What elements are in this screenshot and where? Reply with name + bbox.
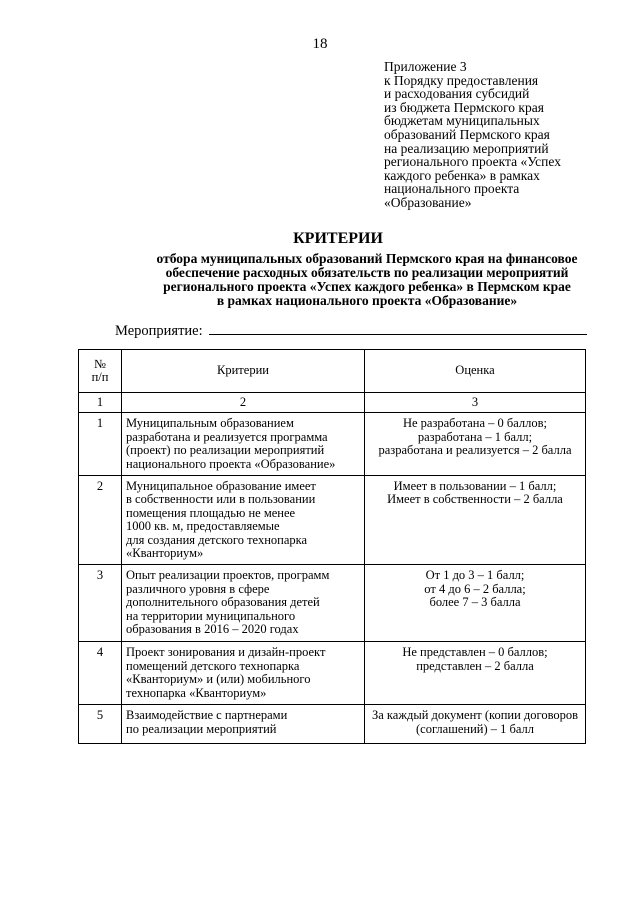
subtitle-line: в рамках национального проекта «Образование» <box>216 293 518 308</box>
table-header-row <box>79 350 586 393</box>
event-label: Мероприятие: <box>115 323 203 339</box>
table-row <box>79 705 586 744</box>
table-index-row <box>79 393 586 413</box>
row-criteria: Муниципальным образованием разработана и реализуется программа (проект) по реализации мероприятий национального проекта «Образование» <box>122 413 365 476</box>
event-field <box>115 320 587 340</box>
appendix-line: регионального проекта «Успех <box>384 154 561 170</box>
subtitle-line: обеспечение расходных обязательств по реализации мероприятий <box>165 265 569 280</box>
appendix-line: на реализацию мероприятий <box>384 140 549 156</box>
row-number: 5 <box>79 705 122 744</box>
row-criteria: Взаимодействие с партнерами по реализации мероприятий <box>122 705 365 744</box>
appendix-line: бюджетам муниципальных <box>384 113 540 129</box>
document-subtitle <box>62 252 640 308</box>
appendix-line: каждого ребенка» в рамках <box>384 167 540 183</box>
row-score: За каждый документ (копии договоров (соглашений) – 1 балл <box>365 705 586 744</box>
table-row <box>79 565 586 642</box>
appendix-line: образований Пермского края <box>384 126 550 142</box>
header-criteria: Критерии <box>122 350 365 393</box>
row-criteria: Проект зонирования и дизайн-проект помещений детского технопарка «Кванториум» и (или) мобильного технопарка «Кванториум» <box>122 642 365 705</box>
appendix-line: национального проекта <box>384 181 520 197</box>
table-row <box>79 642 586 705</box>
row-number: 1 <box>79 413 122 476</box>
table-row <box>79 413 586 476</box>
event-blank-line[interactable] <box>209 320 587 335</box>
appendix-note <box>384 60 620 210</box>
subtitle-line: отбора муниципальных образований Пермского края на финансовое <box>156 251 578 266</box>
appendix-line: Приложение 3 <box>384 59 467 74</box>
row-score: Не представлен – 0 баллов; представлен – 2 балла <box>365 642 586 705</box>
row-number: 4 <box>79 642 122 705</box>
row-score: Имеет в пользовании – 1 балл; Имеет в собственности – 2 балла <box>365 476 586 565</box>
row-score: Не разработана – 0 баллов; разработана – 1 балл; разработана и реализуется – 2 балла <box>365 413 586 476</box>
row-number: 3 <box>79 565 122 642</box>
criteria-table <box>78 349 586 744</box>
row-criteria: Опыт реализации проектов, программ различного уровня в сфере дополнительного образования детей на территории муниципального образования в 2016 – 2020 годах <box>122 565 365 642</box>
appendix-line: и расходования субсидий <box>384 86 530 102</box>
index-cell: 1 <box>79 393 122 413</box>
appendix-line: к Порядку предоставления <box>384 72 539 88</box>
header-score: Оценка <box>365 350 586 393</box>
appendix-line: «Образование» <box>384 194 472 210</box>
page-number: 18 <box>312 36 328 52</box>
row-score: От 1 до 3 – 1 балл; от 4 до 6 – 2 балла; более 7 – 3 балла <box>365 565 586 642</box>
index-cell: 3 <box>365 393 586 413</box>
row-criteria: Муниципальное образование имеет в собственности или в пользовании помещения площадью не менее 1000 кв. м, предоставляемые для создания детского технопарка «Кванториум» <box>122 476 365 565</box>
header-number: № п/п <box>79 350 122 393</box>
document-title: КРИТЕРИИ <box>293 230 383 247</box>
appendix-line: из бюджета Пермского края <box>384 99 544 115</box>
subtitle-line: регионального проекта «Успех каждого ребенка» в Пермском крае <box>163 279 571 294</box>
index-cell: 2 <box>122 393 365 413</box>
row-number: 2 <box>79 476 122 565</box>
table-row <box>79 476 586 565</box>
